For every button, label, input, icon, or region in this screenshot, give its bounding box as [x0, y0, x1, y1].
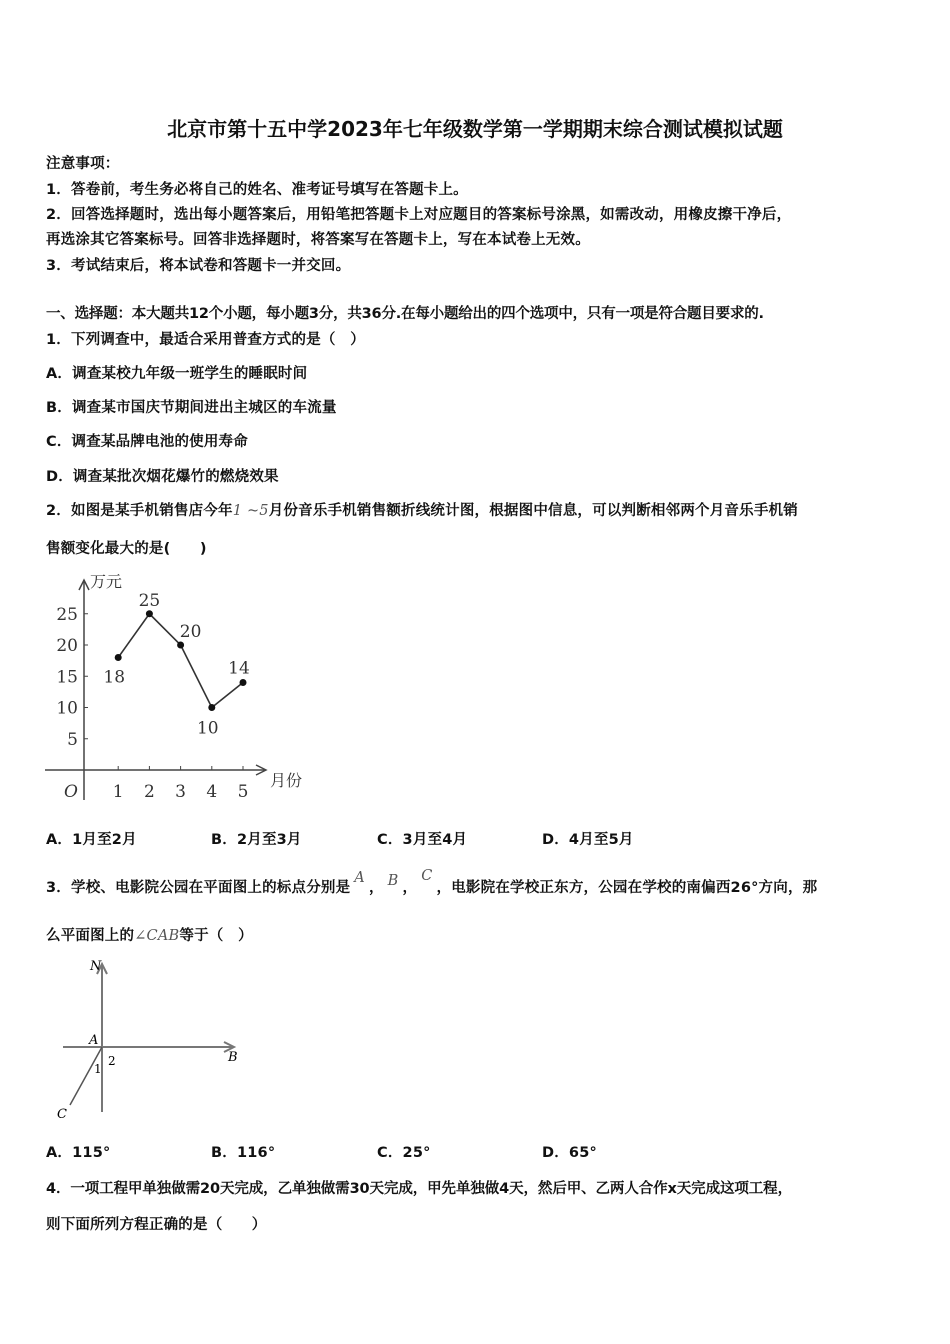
- y-axis-label: 万元: [90, 572, 123, 591]
- data-point: [146, 610, 153, 617]
- question-3-option-c: C．25°: [377, 1145, 431, 1161]
- x-tick-label: 1: [112, 782, 124, 802]
- stem-text: 3．学校、电影院公园在平面图上的标点分别是: [46, 880, 351, 896]
- data-label: 20: [179, 622, 202, 642]
- question-3-option-a: A．115°: [46, 1145, 111, 1161]
- notice-item: 1．答卷前，考生务必将自己的姓名、准考证号填写在答题卡上。: [46, 182, 468, 198]
- point-c: C: [421, 868, 433, 884]
- data-point: [177, 642, 184, 649]
- question-4-stem: 4．一项工程甲单独做需20天完成，乙单独做需30天完成，甲先单独做4天，然后甲、乙两人合作x天完成这项工程，: [46, 1181, 792, 1197]
- stem-text: ，电影院在学校正东方，公园在学校的南偏西26°方向，那: [436, 880, 818, 896]
- notice-item: 再选涂其它答案标号。回答非选择题时，将答案写在答题卡上，写在本试卷上无效。: [46, 232, 590, 248]
- x-tick-label: 5: [237, 782, 249, 802]
- sales-line-chart: [40, 560, 340, 810]
- question-1-option-d: D．调查某批次烟花爆竹的燃烧效果: [46, 469, 279, 485]
- point-a: A: [354, 870, 365, 886]
- angle-1-label: 1: [94, 1062, 102, 1076]
- y-tick-label: 5: [67, 729, 78, 750]
- notice-heading: 注意事项：: [46, 156, 120, 172]
- point-b: B: [387, 873, 399, 889]
- data-label: 18: [103, 667, 126, 688]
- question-1-stem: 1．下列调查中，最适合采用普查方式的是（ ）: [46, 332, 365, 348]
- direction-diagram: [40, 950, 260, 1130]
- stem-text: 月份音乐手机销售额折线统计图，根据图中信息，可以判断相邻两个月音乐手机销: [268, 503, 798, 519]
- section-heading: 一、选择题：本大题共12个小题，每小题3分，共36分.在每小题给出的四个选项中，只有一项是符合题目要求的.: [46, 306, 764, 322]
- question-2-option-d: D．4月至5月: [542, 832, 634, 848]
- question-3-option-d: D．65°: [542, 1145, 597, 1161]
- notice-item: 3．考试结束后，将本试卷和答题卡一并交回。: [46, 258, 351, 274]
- x-tick-label: 3: [175, 782, 187, 802]
- question-1-option-a: A．调查某校九年级一班学生的睡眠时间: [46, 366, 308, 382]
- y-tick-label: 25: [56, 604, 78, 625]
- stem-text: 么平面图上的: [46, 928, 135, 944]
- data-point: [240, 679, 247, 686]
- question-2-option-b: B．2月至3月: [211, 832, 302, 848]
- x-tick-label: 2: [143, 782, 155, 802]
- question-2-option-a: A．1月至2月: [46, 832, 137, 848]
- y-tick-label: 20: [56, 636, 78, 656]
- math-range: 1 ~5: [232, 503, 269, 519]
- stem-text: 等于（ ）: [179, 928, 253, 944]
- label-c: C: [57, 1107, 67, 1122]
- question-3-stem-line2: [46, 924, 253, 945]
- angle-2-label: 2: [108, 1054, 116, 1068]
- x-tick-label: 4: [206, 782, 218, 802]
- question-2-option-c: C．3月至4月: [377, 832, 468, 848]
- angle-cab: ∠CAB: [134, 928, 180, 944]
- origin-label: O: [64, 782, 78, 802]
- question-3-option-b: B．116°: [211, 1145, 276, 1161]
- data-point: [208, 704, 215, 711]
- data-label: 25: [138, 590, 161, 611]
- ray-ac: [70, 1047, 102, 1105]
- notice-item: 2．回答选择题时，选出每小题答案后，用铅笔把答题卡上对应题目的答案标号涂黑，如需改动，用橡皮擦干净后，: [46, 207, 792, 223]
- question-1-option-c: C．调查某品牌电池的使用寿命: [46, 434, 248, 450]
- label-n: N: [90, 959, 102, 974]
- y-tick-label: 10: [56, 698, 78, 719]
- label-b: B: [228, 1050, 238, 1065]
- question-4-stem-line2: 则下面所列方程正确的是（ ）: [46, 1217, 267, 1233]
- label-a: A: [89, 1033, 99, 1048]
- data-label: 10: [196, 718, 219, 739]
- question-2-stem: [46, 499, 798, 520]
- y-tick-label: 15: [56, 667, 78, 688]
- data-point: [115, 654, 122, 661]
- data-label: 14: [228, 658, 250, 679]
- page-title: 北京市第十五中学2023年七年级数学第一学期期末综合测试模拟试题: [167, 117, 783, 141]
- question-3-stem: 3．学校、电影院公园在平面图上的标点分别是A， B ，C，电影院在学校正东方，公园在学校的南偏西26°方向，那: [46, 868, 818, 896]
- question-1-option-b: B．调查某市国庆节期间进出主城区的车流量: [46, 400, 337, 416]
- stem-text: 2．如图是某手机销售店今年: [46, 503, 233, 519]
- question-2-stem-line2: 售额变化最大的是( ): [46, 541, 207, 557]
- x-axis-label: 月份: [270, 771, 303, 790]
